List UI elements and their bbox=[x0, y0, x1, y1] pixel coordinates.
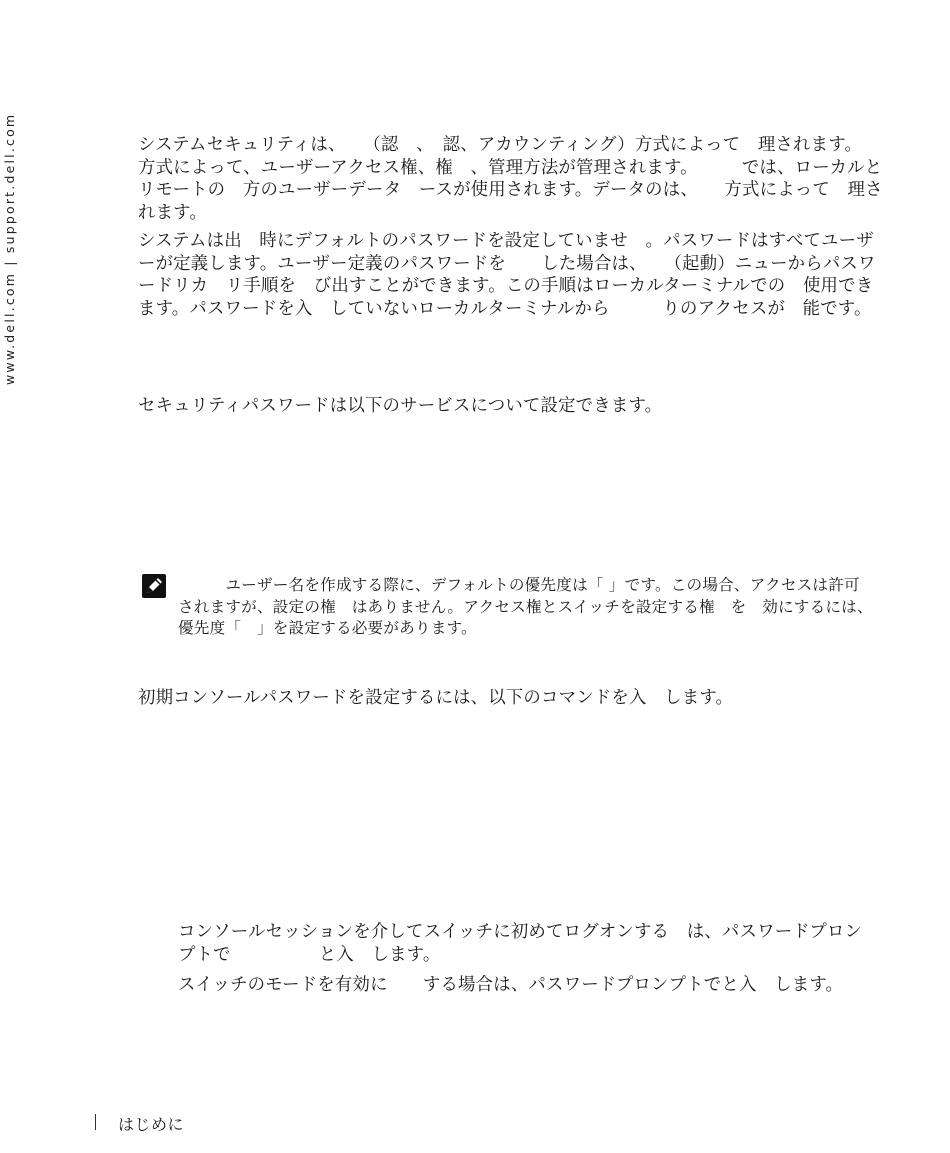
paragraph-console-password: 初期コンソールパスワードを設定するには、以下のコマンドを入 します。 bbox=[138, 688, 734, 708]
paragraph-security-system: システムセキュリティは、 （認 、 認、アカウンティング）方式によって 理されます。 方式によって、ユーザーアクセス権、権 、管理方法が管理されます。 では、ローカルとリモートの 方のユーザーデータ ースが使用されます。データのは、 方式によって 理されます。 bbox=[138, 135, 907, 223]
footer-divider bbox=[95, 1114, 96, 1130]
list-item: コンソールセッションを介してスイッチに初めてログオンする は、パスワードプロンプトで と入 します。 bbox=[178, 922, 863, 965]
paragraph-default-password: システムは出 時にデフォルトのパスワードを設定していませ 。パスワードはすべてユーザーが定義します。ユーザー定義のパスワードを した場合は、 （起動）ニューからパスワードリカ リ手順を び出すことができます。この手順はローカルターミナルでの 使用できます。パスワードを入 していないローカルターミナルから りのアクセスが 能です。 bbox=[138, 231, 876, 319]
pencil-note-icon bbox=[142, 574, 166, 598]
side-url: www.dell.com | support.dell.com bbox=[2, 112, 17, 385]
footer-section-label: はじめに bbox=[118, 1115, 185, 1134]
paragraph-password-services: セキュリティパスワードは以下のサービスについて設定できます。 bbox=[138, 396, 663, 416]
list-item: スイッチのモードを有効に する場合は、パスワードプロンプトでと入 します。 bbox=[178, 975, 844, 995]
note-text: ユーザー名を作成する際に、デフォルトの優先度は「 」です。この場合、アクセスは許可されますが、設定の権 はありません。アクセス権とスイッチを設定する権 を 効にするには、優先度「 」を設定する必要があります。 bbox=[178, 576, 873, 637]
